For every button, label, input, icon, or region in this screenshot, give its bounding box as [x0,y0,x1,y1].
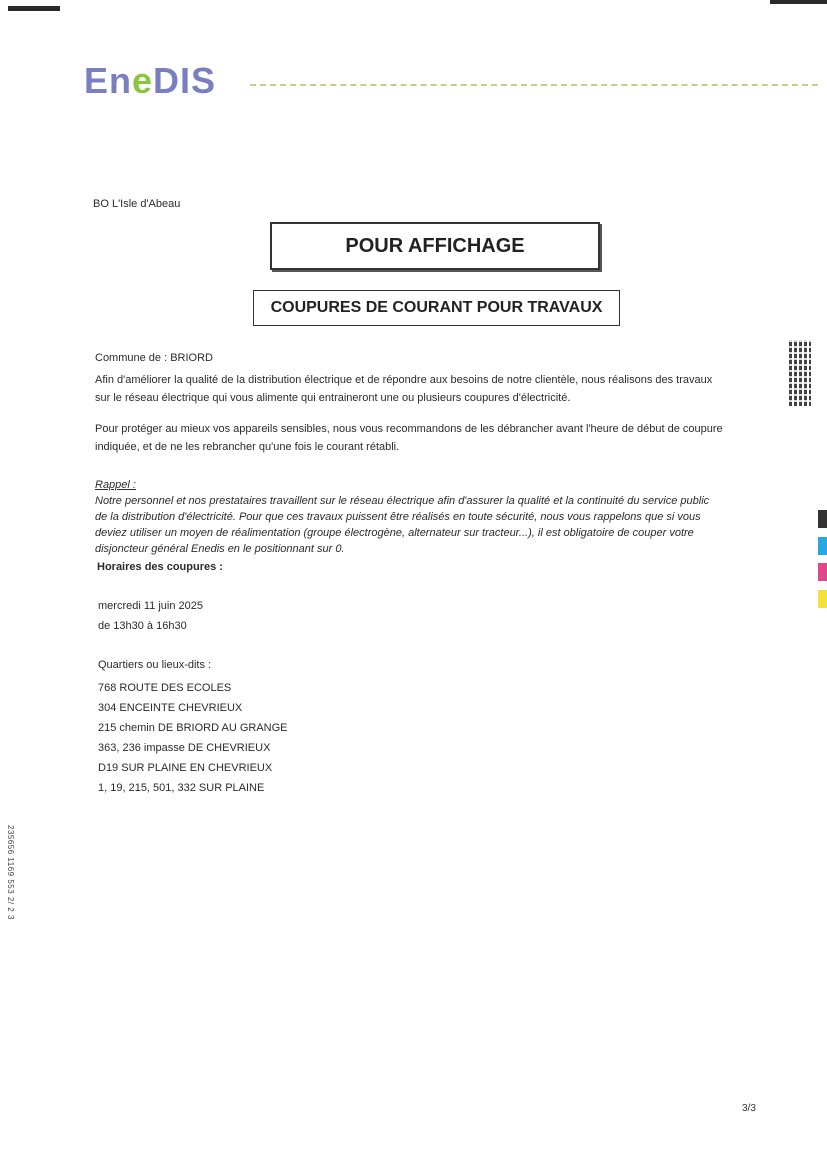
scan-border-mark [8,6,60,11]
locations-heading: Quartiers ou lieux-dits : [98,659,212,671]
reminder-block [95,477,765,557]
list-item: 363, 236 impasse DE CHEVRIEUX [98,742,271,754]
margin-print-code: 235656 1169 553 2/ 2 3 [6,825,15,920]
protection-paragraph [95,420,765,456]
reminder-line: Notre personnel et nos prestataires travaillent sur le réseau électrique afin d'assurer la qualité et la continuité du service public [95,495,710,507]
paragraph-line: indiquée, et de ne les rebrancher qu'une fois le courant rétabli. [95,441,400,453]
reminder-line: deviez utiliser un moyen de réalimentation (groupe électrogène, alternateur sur tracteur...), il est obligatoire de couper votre [95,527,694,539]
datamatrix-code [789,340,811,406]
list-item: 215 chemin DE BRIORD AU GRANGE [98,722,288,734]
notice-subtitle: COUPURES DE COURANT POUR TRAVAUX [270,299,603,316]
schedule-date: mercredi 11 juin 2025 [98,600,203,612]
paragraph-line: Pour protéger au mieux vos appareils sensibles, nous vous recommandons de les débrancher avant l'heure de début de coupure [95,423,723,435]
list-item: 1, 19, 215, 501, 332 SUR PLAINE [98,782,265,794]
print-color-swatch [818,590,827,608]
intro-paragraph [95,371,765,407]
print-color-swatch [818,563,827,581]
reminder-line: de la distribution d'électricité. Pour que ces travaux puissent être réalisés en toute sécurité, nous vous rappelons que si vous [95,511,701,523]
scan-border-mark [770,0,827,4]
print-color-swatch [818,510,827,528]
office-name: BO L'Isle d'Abeau [93,198,181,210]
notice-subtitle-box [253,290,620,326]
enedis-logo: EneDIS [84,60,217,101]
reminder-label: Rappel : [95,479,136,491]
print-color-swatch [818,537,827,555]
paragraph-line: Afin d'améliorer la qualité de la distribution électrique et de répondre aux besoins de notre clientèle, nous réalisons des travaux [95,374,713,386]
notice-title: POUR AFFICHAGE [345,234,525,257]
list-item: 304 ENCEINTE CHEVRIEUX [98,702,243,714]
notice-title-box [270,222,600,270]
list-item: 768 ROUTE DES ECOLES [98,682,232,694]
locations-list [98,678,288,798]
paragraph-line: sur le réseau électrique qui vous alimente qui entraineront une ou plusieurs coupures d'électricité. [95,392,571,404]
page-number: 3/3 [742,1103,756,1114]
list-item: D19 SUR PLAINE EN CHEVRIEUX [98,762,273,774]
reminder-line: disjoncteur général Enedis en le positionnant sur 0. [95,543,345,555]
commune-line: Commune de : BRIORD [95,352,213,364]
schedule-heading: Horaires des coupures : [97,561,223,573]
schedule-time: de 13h30 à 16h30 [98,620,187,632]
logo-rule-line [250,84,818,86]
